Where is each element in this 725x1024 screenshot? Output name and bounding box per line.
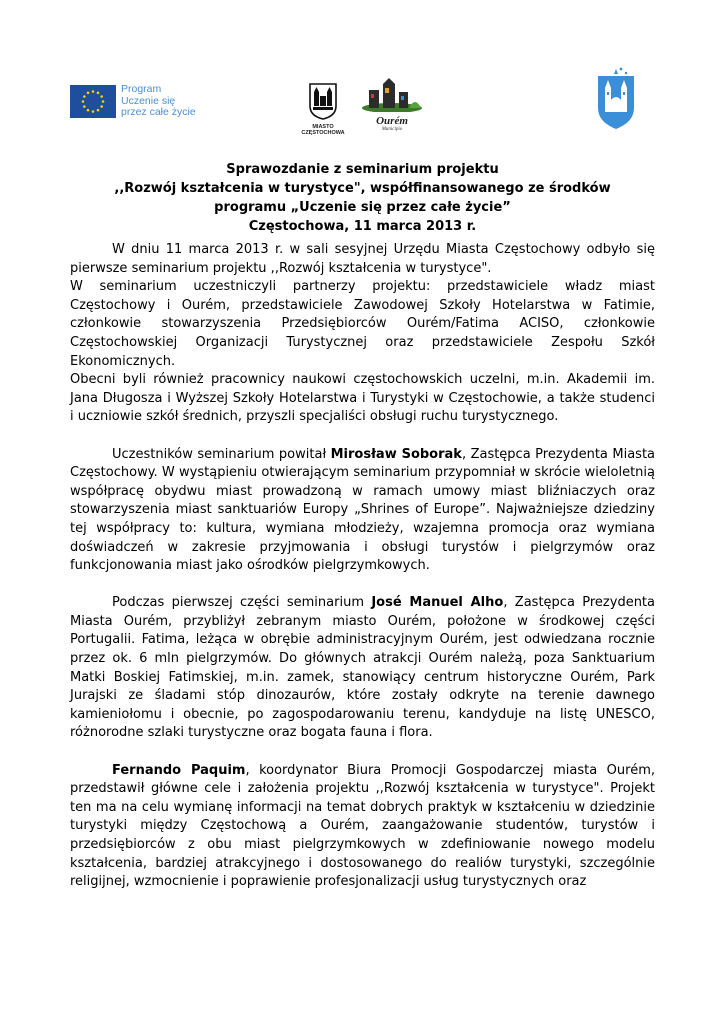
czestochowa-crest-icon xyxy=(308,82,338,120)
eu-star-icon xyxy=(87,91,90,94)
speaker-name: Mirosław Soborak xyxy=(330,446,462,462)
paragraph-welcome: Uczestników seminarium powitał Mirosław Soborak, Zastępca Prezydenta Miasta Częstochowy. W wystąpieniu otwierającym seminarium przypomniał w skrócie wieloletnią współpracę obydwu miast prowadzoną w ramach umowy miast bliźniaczych oraz stowarzyszenia miast sanktuariów Europy „Shrines of Europe”. Najważniejsze dziedziny tej współpracy to: kultura, wymiana młodzieży, wzajemna promocja oraz wymiana doświadczeń w zakresie przyjmowania i obsługi turystów i pielgrzymów oraz funkcjonowania miast jako ośrodków pielgrzymkowych. xyxy=(70,446,656,574)
eu-star-icon xyxy=(97,91,100,94)
eu-lifelong-learning-logo xyxy=(70,84,196,119)
eu-program-text: Program Uczenie się przez całe życie xyxy=(121,83,196,118)
eu-flag-icon xyxy=(70,85,116,118)
document-title xyxy=(0,160,725,236)
eu-star-icon xyxy=(87,109,90,112)
eu-star-icon xyxy=(100,95,103,98)
ourem-logo: Ourém Município xyxy=(361,76,423,133)
paragraph-attendees: Obecni byli również pracownicy naukowi częstochowskich uczelni, m.in. Akademii im. Jana Długosza i Wyższej Szkoły Hotelarstwa i Turystyki w Częstochowie, a także studenci i uczniowie szkół średnich, przyszli specjaliści obsługi ruchu turystycznego. xyxy=(70,372,655,425)
document-body xyxy=(70,241,655,910)
paragraph-first-part: Podczas pierwszej części seminarium José Manuel Alho, Zastępca Prezydenta Miasta Ourém, przybliżył zebranym miasto Ourém, położone w środkowej części Portugalii. Fatima, leżąca w obrębie administracyjnym Ourém, jest odwiedzana rocznie przez ok. 6 mln pielgrzymów. Do głównych atrakcji Ourém należą, poza Sanktuarium Matki Boskiej Fatimskiej, m.in. zamek, stanowiący centrum historyczne Ourém, Park Jurajski ze śladami stóp dinozaurów, które zostały odkryte na terenie dawnego kamieniołomu i obecnie, po zagospodarowaniu terenu, kandyduje na listę UNESCO, różnorodne szlaki turystyczne oraz bogata fauna i flora. xyxy=(70,595,655,741)
ourem-castle-icon xyxy=(361,76,423,112)
eu-star-icon xyxy=(92,90,95,93)
eu-star-icon xyxy=(83,95,86,98)
title-line-3: programu „Uczenie się przez całe życie” xyxy=(214,200,511,215)
eu-star-icon xyxy=(82,100,85,103)
paragraph-participants: W seminarium uczestniczyli partnerzy projektu: przedstawiciele władz miast Częstochowy i Ourém, przedstawiciele Zawodowej Szkoły Hotelarstwa w Fatimie, członkowie stowarzyszenia Przedsiębiorców Ourém/Fatima ACISO, członkowie Częstochowskiej Organizacji Turystycznej oraz przedstawiciele Zespołu Szkół Ekonomicznych. xyxy=(70,279,655,369)
title-line-1: Sprawozdanie z seminarium projektu xyxy=(226,162,499,177)
fatima-shield-icon xyxy=(596,64,636,130)
title-line-4: Częstochowa, 11 marca 2013 r. xyxy=(248,219,477,234)
header-logos xyxy=(0,0,725,140)
eu-star-icon xyxy=(102,100,105,103)
speaker-name: Fernando Paquim xyxy=(112,762,246,778)
title-line-2: ,,Rozwój kształcenia w turystyce", współfinansowanego ze środków xyxy=(114,181,611,196)
eu-star-icon xyxy=(83,105,86,108)
czestochowa-logo: MIASTO CZĘSTOCHOWA xyxy=(300,82,346,136)
eu-star-icon xyxy=(92,110,95,113)
eu-star-icon xyxy=(100,105,103,108)
paragraph-opening: W dniu 11 marca 2013 r. w sali sesyjnej Urzędu Miasta Częstochowy odbyło się pierwsze seminarium projektu ,,Rozwój kształcenia w turystyce". xyxy=(70,242,655,276)
paragraph-project-goals: Fernando Paquim, koordynator Biura Promocji Gospodarczej miasta Ourém, przedstawił główne cele i założenia projektu ,,Rozwój kształcenia w turystyce". Projekt ten ma na celu wymianę informacji na temat dobrych praktyk w kształceniu w dziedzinie turystyki między Częstochową a Ourém, zaangażowanie studentów, turystów i przedsiębiorców z obu miast pielgrzymkowych w zdefiniowanie nowego modelu kształcenia, bardziej atrakcyjnego i dostosowanego do realiów turystyki, szczególnie religijnej, wzmocnienie i poprawienie profesjonalizacji usług turystycznych oraz xyxy=(70,762,656,890)
eu-star-icon xyxy=(97,109,100,112)
speaker-name: José Manuel Alho xyxy=(371,595,504,611)
